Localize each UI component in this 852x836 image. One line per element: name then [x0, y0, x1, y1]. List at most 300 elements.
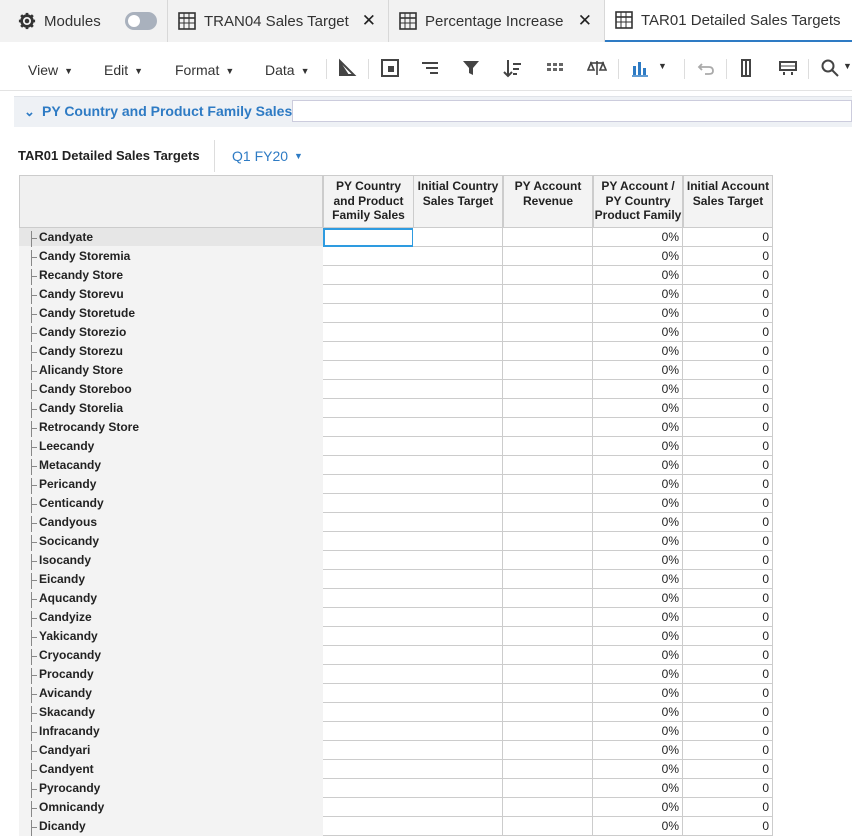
row-header[interactable]: [19, 228, 323, 247]
row-header[interactable]: [19, 722, 323, 741]
grid-cell[interactable]: 0: [683, 798, 773, 817]
grid-cell[interactable]: [323, 703, 414, 722]
grid-cell[interactable]: [323, 684, 414, 703]
tree-line-icon: [31, 687, 38, 703]
tab-percentage-increase[interactable]: [389, 0, 605, 42]
grid-cell[interactable]: [413, 589, 503, 608]
grid-cell[interactable]: [503, 342, 593, 361]
row-header[interactable]: [19, 456, 323, 475]
tree-line-icon: [31, 782, 38, 798]
tree-line-icon: [31, 611, 38, 627]
row-header[interactable]: [19, 551, 323, 570]
grid-cell[interactable]: [413, 285, 503, 304]
grid-cell[interactable]: 0%: [593, 342, 683, 361]
tab-label: TRAN04 Sales Target: [204, 12, 349, 30]
row-header[interactable]: [19, 304, 323, 323]
row-header[interactable]: [19, 532, 323, 551]
grid-cell[interactable]: 0: [683, 741, 773, 760]
tree-line-icon: [31, 820, 38, 836]
context-title[interactable]: PY Country and Product Family Sales: [42, 103, 293, 119]
grid-cell[interactable]: [323, 570, 414, 589]
row-header[interactable]: [19, 684, 323, 703]
row-header[interactable]: [19, 513, 323, 532]
grid-cell[interactable]: 0: [683, 627, 773, 646]
divider: [726, 59, 727, 79]
row-header[interactable]: [19, 494, 323, 513]
chart-icon[interactable]: [630, 58, 650, 78]
grid-cell[interactable]: 0%: [593, 361, 683, 380]
grid-cell[interactable]: 0%: [593, 798, 683, 817]
row-label: Socicandy: [39, 534, 100, 548]
grid-cell[interactable]: 0%: [593, 589, 683, 608]
grid-cell[interactable]: [503, 399, 593, 418]
tab-modules[interactable]: [0, 0, 168, 42]
grid-cell[interactable]: 0%: [593, 266, 683, 285]
grid-cell[interactable]: 0: [683, 532, 773, 551]
grid-cell[interactable]: 0: [683, 760, 773, 779]
context-bar: [14, 96, 852, 127]
grid-cell[interactable]: 0%: [593, 304, 683, 323]
grid-cell[interactable]: 0: [683, 551, 773, 570]
row-label: Pericandy: [39, 477, 97, 491]
grid-cell[interactable]: [503, 817, 593, 836]
row-header[interactable]: [19, 437, 323, 456]
divider: [368, 59, 369, 79]
grid-cell[interactable]: 0: [683, 247, 773, 266]
context-input[interactable]: [292, 100, 852, 122]
grid-cell[interactable]: 0: [683, 323, 773, 342]
grid-cell[interactable]: [503, 741, 593, 760]
grid-cell[interactable]: 0%: [593, 513, 683, 532]
tree-line-icon: [31, 801, 38, 817]
grid-cell[interactable]: [503, 323, 593, 342]
row-label: Infracandy: [39, 724, 100, 738]
grid-cell[interactable]: [323, 494, 414, 513]
grid-cell[interactable]: 0: [683, 684, 773, 703]
row-label: Procandy: [39, 667, 94, 681]
grid-cell[interactable]: 0%: [593, 722, 683, 741]
grid-cell[interactable]: [413, 513, 503, 532]
chart-caret-icon[interactable]: ▼: [658, 61, 667, 71]
close-icon[interactable]: ✕: [361, 11, 376, 30]
row-label: Dicandy: [39, 819, 86, 833]
tree-line-icon: [31, 364, 38, 380]
grid-cell[interactable]: 0%: [593, 703, 683, 722]
grid-cell[interactable]: 0: [683, 589, 773, 608]
grid-cell[interactable]: 0%: [593, 380, 683, 399]
grid-cell[interactable]: [503, 646, 593, 665]
period-label: Q1 FY20: [232, 148, 289, 164]
grid-cell[interactable]: 0%: [593, 456, 683, 475]
row-label: Pyrocandy: [39, 781, 101, 795]
sort-lines-icon[interactable]: [420, 58, 440, 78]
grid-cell[interactable]: [503, 722, 593, 741]
grid-corner: [19, 175, 323, 228]
grid-cell[interactable]: 0: [683, 817, 773, 836]
grid-cell[interactable]: [413, 399, 503, 418]
search-icon[interactable]: [820, 58, 840, 78]
grid-cell[interactable]: 0: [683, 266, 773, 285]
grid-cell[interactable]: [503, 532, 593, 551]
grid-cell[interactable]: [413, 532, 503, 551]
grid-cell[interactable]: [323, 817, 414, 836]
row-header[interactable]: [19, 418, 323, 437]
grid-cell[interactable]: [503, 513, 593, 532]
grid-cell[interactable]: [503, 304, 593, 323]
grid-cell[interactable]: 0: [683, 380, 773, 399]
grid-cell[interactable]: [413, 456, 503, 475]
grid-cell[interactable]: 0: [683, 285, 773, 304]
grid-cell[interactable]: 0: [683, 399, 773, 418]
divider: [808, 59, 809, 79]
grid-cell[interactable]: [503, 437, 593, 456]
grid-cell[interactable]: [503, 627, 593, 646]
grid-cell[interactable]: [503, 589, 593, 608]
row-label: Candyize: [39, 610, 92, 624]
grid-cell[interactable]: 0%: [593, 608, 683, 627]
column-header[interactable]: Initial Account Sales Target: [683, 175, 773, 228]
grid-cell[interactable]: [323, 779, 414, 798]
tab-tran04[interactable]: [168, 0, 389, 42]
grid-cell[interactable]: 0: [683, 513, 773, 532]
grid-cell[interactable]: [503, 475, 593, 494]
grid-cell[interactable]: [413, 741, 503, 760]
row-label: Candy Storeboo: [39, 382, 132, 396]
caret-down-icon: ▼: [64, 66, 74, 76]
grid-cell[interactable]: 0%: [593, 437, 683, 456]
grid-cell[interactable]: [503, 760, 593, 779]
search-caret-icon[interactable]: ▼: [843, 61, 852, 71]
row-label: Recandy Store: [39, 268, 124, 282]
tab-bar: [0, 0, 852, 43]
column-header[interactable]: PY Country and Product Family Sales: [323, 175, 414, 228]
modules-toggle[interactable]: [125, 12, 157, 30]
grid-cell[interactable]: [323, 437, 414, 456]
grid-cell[interactable]: [503, 551, 593, 570]
grid-cell[interactable]: 0%: [593, 532, 683, 551]
row-label: Centicandy: [39, 496, 104, 510]
grid-cell[interactable]: [323, 665, 414, 684]
tree-line-icon: [31, 649, 38, 665]
grid-cell[interactable]: 0%: [593, 475, 683, 494]
grid-cell[interactable]: [413, 361, 503, 380]
edit-menu[interactable]: [104, 62, 143, 78]
row-header[interactable]: [19, 760, 323, 779]
row-label: Candy Storezio: [39, 325, 127, 339]
grid-cell[interactable]: [413, 304, 503, 323]
tree-line-icon: [31, 497, 38, 513]
data-menu[interactable]: [265, 62, 310, 78]
tree-line-icon: [31, 573, 38, 589]
row-header[interactable]: [19, 342, 323, 361]
view-menu[interactable]: [28, 62, 73, 78]
tree-line-icon: [31, 402, 38, 418]
grid-cell[interactable]: [323, 627, 414, 646]
grid-cell[interactable]: [503, 247, 593, 266]
divider: [618, 59, 619, 79]
row-label: Candy Storemia: [39, 249, 131, 263]
grid-cell[interactable]: [503, 608, 593, 627]
row-header[interactable]: [19, 247, 323, 266]
grid-cell[interactable]: [413, 646, 503, 665]
row-label: Candy Storezu: [39, 344, 124, 358]
grid-cell[interactable]: [323, 323, 414, 342]
tree-line-icon: [31, 421, 38, 437]
grid-cell[interactable]: 0%: [593, 627, 683, 646]
grid-cell[interactable]: [413, 722, 503, 741]
grid-cell[interactable]: 0: [683, 646, 773, 665]
grid-cell[interactable]: [413, 779, 503, 798]
grid-cell[interactable]: [323, 608, 414, 627]
grid-cell[interactable]: 0%: [593, 399, 683, 418]
tree-line-icon: [31, 231, 38, 247]
row-header[interactable]: [19, 665, 323, 684]
grid-cell[interactable]: [503, 456, 593, 475]
grid-cell[interactable]: [323, 456, 414, 475]
tab-tar01[interactable]: [605, 0, 852, 42]
grid-cell[interactable]: [413, 475, 503, 494]
gear-icon: [18, 12, 36, 30]
close-icon[interactable]: ✕: [577, 11, 592, 30]
grid-cell[interactable]: 0%: [593, 646, 683, 665]
row-header[interactable]: [19, 627, 323, 646]
row-header[interactable]: [19, 608, 323, 627]
grid-cell[interactable]: [323, 399, 414, 418]
grid-cell[interactable]: [323, 551, 414, 570]
grid-cell[interactable]: [413, 494, 503, 513]
tree-line-icon: [31, 668, 38, 684]
tree-line-icon: [31, 383, 38, 399]
grid-cell[interactable]: [503, 494, 593, 513]
row-label: Candy Storelia: [39, 401, 124, 415]
row-header[interactable]: [19, 703, 323, 722]
grid-cell[interactable]: [413, 323, 503, 342]
row-header[interactable]: [19, 570, 323, 589]
grid-cell[interactable]: 0: [683, 475, 773, 494]
grid-cell[interactable]: 0: [683, 304, 773, 323]
row-header[interactable]: [19, 779, 323, 798]
table-icon[interactable]: [545, 58, 565, 78]
grid-cell[interactable]: [503, 266, 593, 285]
row-header[interactable]: [19, 589, 323, 608]
row-label: Candyari: [39, 743, 91, 757]
grid-cell[interactable]: [323, 722, 414, 741]
grid-cell[interactable]: [503, 779, 593, 798]
row-header[interactable]: [19, 285, 323, 304]
caret-down-icon: ▼: [300, 66, 310, 76]
grid-cell[interactable]: [503, 228, 593, 247]
grid-cell[interactable]: 0: [683, 608, 773, 627]
grid-cell[interactable]: 0: [683, 418, 773, 437]
grid-cell[interactable]: [413, 798, 503, 817]
grid-cell[interactable]: [503, 665, 593, 684]
balance-icon[interactable]: [587, 58, 607, 78]
grid-cell[interactable]: [323, 266, 414, 285]
grid-cell[interactable]: 0%: [593, 228, 683, 247]
grid-cell[interactable]: [323, 361, 414, 380]
row-header[interactable]: [19, 380, 323, 399]
grid-cell[interactable]: [413, 437, 503, 456]
grid-cell[interactable]: [413, 266, 503, 285]
toolbar: [0, 42, 852, 91]
tree-line-icon: [31, 554, 38, 570]
tree-line-icon: [31, 763, 38, 779]
row-header[interactable]: [19, 361, 323, 380]
sort-icon[interactable]: [503, 58, 523, 78]
row-label: Alicandy Store: [39, 363, 124, 377]
grid-cell[interactable]: [413, 228, 503, 247]
undo-icon[interactable]: [696, 58, 716, 78]
grid-cell[interactable]: 0%: [593, 779, 683, 798]
grid-cell[interactable]: [323, 342, 414, 361]
divider: [684, 59, 685, 79]
period-selector[interactable]: [232, 148, 303, 164]
grid-cell[interactable]: [323, 418, 414, 437]
grid-cell[interactable]: [413, 570, 503, 589]
row-header[interactable]: [19, 266, 323, 285]
tree-line-icon: [31, 725, 38, 741]
grid-cell[interactable]: 0%: [593, 817, 683, 836]
grid-cell[interactable]: [413, 418, 503, 437]
grid-cell[interactable]: [413, 342, 503, 361]
tree-line-icon: [31, 440, 38, 456]
grid-cell[interactable]: 0%: [593, 551, 683, 570]
grid-cell[interactable]: 0: [683, 665, 773, 684]
grid-cell[interactable]: 0%: [593, 285, 683, 304]
row-header[interactable]: [19, 646, 323, 665]
grid-cell[interactable]: [503, 703, 593, 722]
divider: [214, 140, 215, 172]
grid-cell[interactable]: 0%: [593, 741, 683, 760]
grid-cell[interactable]: [323, 589, 414, 608]
format-menu-label: Format: [175, 62, 220, 78]
grid-cell[interactable]: 0%: [593, 418, 683, 437]
tree-line-icon: [31, 345, 38, 361]
row-label: Candy Storetude: [39, 306, 136, 320]
row-label: Metacandy: [39, 458, 102, 472]
freeze-icon[interactable]: [380, 58, 400, 78]
grid-cell[interactable]: [323, 646, 414, 665]
grid-cell[interactable]: [323, 475, 414, 494]
row-label: Cryocandy: [39, 648, 102, 662]
grid-cell[interactable]: [503, 570, 593, 589]
grid-cell[interactable]: [503, 684, 593, 703]
row-label: Candyous: [39, 515, 98, 529]
filter-icon[interactable]: [461, 58, 481, 78]
double-chevron-down-icon[interactable]: ⌄: [24, 104, 35, 119]
row-label: Aqucandy: [39, 591, 98, 605]
row-label: Yakicandy: [39, 629, 98, 643]
modules-label: Modules: [44, 12, 101, 30]
tree-line-icon: [31, 516, 38, 532]
pivot-icon[interactable]: [337, 58, 357, 78]
row-header[interactable]: [19, 817, 323, 836]
column-header[interactable]: Initial Country Sales Target: [413, 175, 503, 228]
grid-cell[interactable]: [323, 247, 414, 266]
tree-line-icon: [31, 478, 38, 494]
grid-cell[interactable]: [503, 418, 593, 437]
row-header[interactable]: [19, 798, 323, 817]
row-label: Skacandy: [39, 705, 96, 719]
grid-cell[interactable]: [323, 304, 414, 323]
grid-cell[interactable]: [323, 380, 414, 399]
view-options-icon[interactable]: [778, 58, 798, 78]
grid-cell[interactable]: [413, 817, 503, 836]
grid-cell[interactable]: [323, 285, 414, 304]
grid-cell[interactable]: 0%: [593, 323, 683, 342]
grid-cell[interactable]: [503, 361, 593, 380]
grid-cell[interactable]: 0%: [593, 760, 683, 779]
grid-cell[interactable]: [503, 798, 593, 817]
row-header[interactable]: [19, 475, 323, 494]
tab-label: Percentage Increase: [425, 12, 564, 30]
grid-cell[interactable]: [323, 228, 414, 247]
column-header[interactable]: PY Account / PY Country Product Family: [593, 175, 683, 228]
grid-cell[interactable]: [323, 741, 414, 760]
divider: [326, 59, 327, 79]
grid-cell[interactable]: [413, 608, 503, 627]
grid-cell[interactable]: [323, 798, 414, 817]
grid-cell[interactable]: [413, 760, 503, 779]
grid-cell[interactable]: 0: [683, 494, 773, 513]
grid-cell[interactable]: 0: [683, 228, 773, 247]
grid-cell[interactable]: 0: [683, 703, 773, 722]
grid-cell[interactable]: 0: [683, 570, 773, 589]
tree-line-icon: [31, 269, 38, 285]
grid-cell[interactable]: 0: [683, 779, 773, 798]
grid-cell[interactable]: 0%: [593, 570, 683, 589]
grid-cell[interactable]: 0%: [593, 665, 683, 684]
row-label: Candy Storevu: [39, 287, 124, 301]
column-header[interactable]: PY Account Revenue: [503, 175, 593, 228]
tree-line-icon: [31, 706, 38, 722]
grid-cell[interactable]: 0%: [593, 494, 683, 513]
grid-cell[interactable]: 0: [683, 342, 773, 361]
tree-line-icon: [31, 307, 38, 323]
grid-cell[interactable]: [503, 285, 593, 304]
grid-cell[interactable]: 0: [683, 437, 773, 456]
grid-cell[interactable]: 0: [683, 722, 773, 741]
format-menu[interactable]: [175, 62, 234, 78]
grid-cell[interactable]: 0%: [593, 684, 683, 703]
grid-cell[interactable]: [503, 380, 593, 399]
grid-cell[interactable]: [323, 513, 414, 532]
row-header[interactable]: [19, 323, 323, 342]
grid-icon: [615, 11, 633, 29]
row-header[interactable]: [19, 741, 323, 760]
grid-cell[interactable]: [323, 760, 414, 779]
grid-cell[interactable]: 0%: [593, 247, 683, 266]
caret-down-icon: ▼: [134, 66, 144, 76]
grid-cell[interactable]: [413, 703, 503, 722]
grid-cell[interactable]: [413, 247, 503, 266]
tree-line-icon: [31, 535, 38, 551]
tree-line-icon: [31, 250, 38, 266]
grid-cell[interactable]: [413, 665, 503, 684]
row-label: Eicandy: [39, 572, 86, 586]
grid-cell[interactable]: [413, 684, 503, 703]
grid-cell[interactable]: [323, 532, 414, 551]
view-menu-label: View: [28, 62, 59, 78]
grid-cell[interactable]: [413, 551, 503, 570]
grid-cell[interactable]: [413, 627, 503, 646]
grid-cell[interactable]: [413, 380, 503, 399]
caret-down-icon: ▼: [294, 151, 303, 161]
column-icon[interactable]: [737, 58, 757, 78]
row-header[interactable]: [19, 399, 323, 418]
grid-cell[interactable]: 0: [683, 456, 773, 475]
grid-cell[interactable]: 0: [683, 361, 773, 380]
